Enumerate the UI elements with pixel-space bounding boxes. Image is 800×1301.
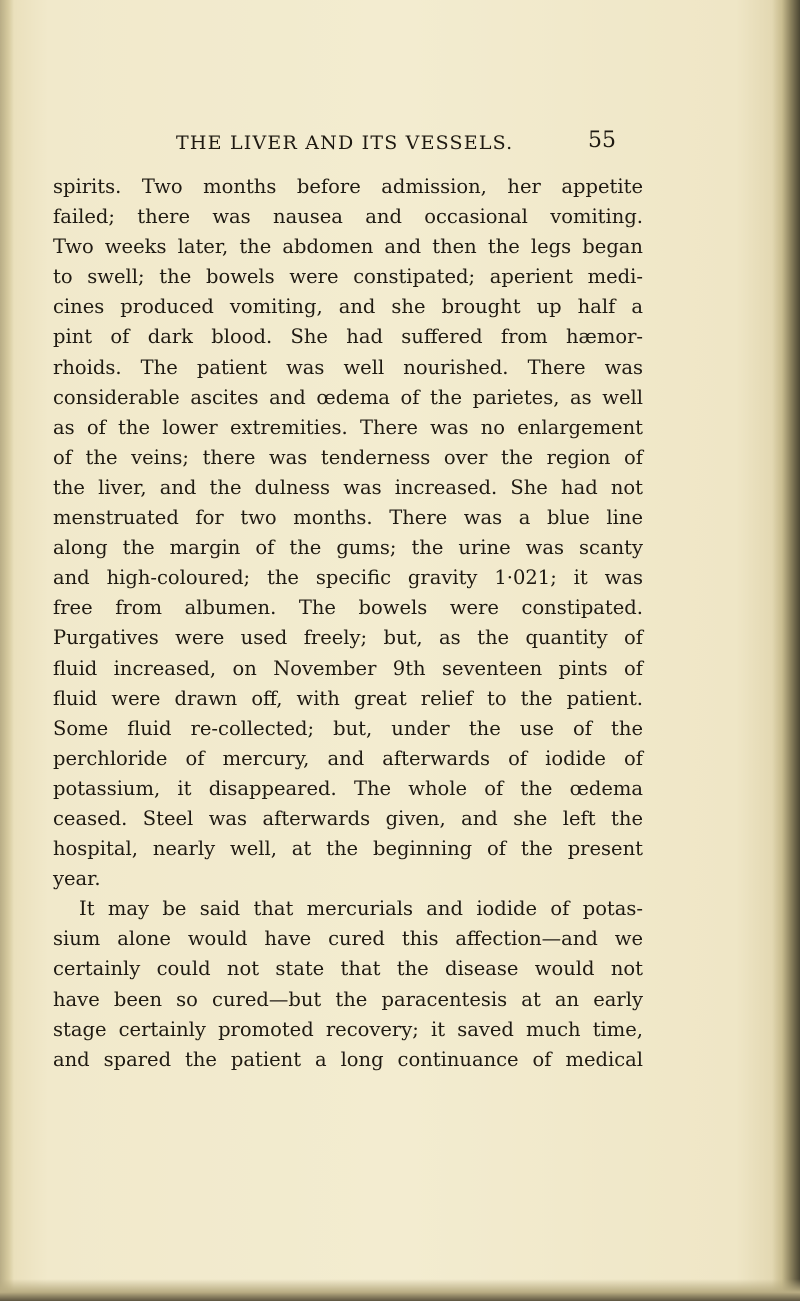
text-line: Some fluid re-collected; but, under the use of the (53, 716, 643, 740)
text-line: cines produced vomiting, and she brought up half a (53, 295, 643, 319)
text-line: spirits. Two months before admission, her appetite (53, 175, 643, 198)
text-line: fluid were drawn off, with great relief to the patient. (53, 686, 643, 710)
text-line: and high-coloured; the specific gravity 1·021; it was (53, 566, 643, 590)
text-line: menstruated for two months. There was a blue line (53, 506, 643, 530)
running-head: THE LIVER AND ITS VESSELS. (176, 132, 514, 154)
text-line: along the margin of the gums; the urine was scanty (53, 536, 643, 560)
text-line: year. (53, 867, 101, 891)
text-line: free from albumen. The bowels were constipated. (53, 596, 643, 620)
page-binding-shadow-left (0, 0, 14, 1301)
text-line: stage certainly promoted recovery; it saved much time, (53, 1017, 643, 1041)
text-line: certainly could not state that the disease would not (53, 957, 643, 981)
text-line: ceased. Steel was afterwards given, and she left the (53, 806, 643, 830)
text-line: sium alone would have cured this affection—and we (53, 927, 643, 951)
text-line: have been so cured—but the paracentesis at an early (53, 987, 643, 1011)
text-line: considerable ascites and œdema of the parietes, as well (53, 385, 643, 409)
body-text (53, 172, 643, 1075)
text-line: hospital, nearly well, at the beginning of the present (53, 837, 643, 861)
text-line: to swell; the bowels were constipated; aperient medi- (53, 265, 643, 289)
text-line: potassium, it disappeared. The whole of the œdema (53, 776, 643, 800)
text-line: pint of dark blood. She had suffered from hæmor- (53, 325, 643, 349)
page-edge-bottom (0, 1279, 800, 1301)
text-line: failed; there was nausea and occasional vomiting. (53, 205, 643, 229)
text-line: perchloride of mercury, and afterwards of iodide of (53, 746, 643, 770)
text-line: It may be said that mercurials and iodide of potas- (79, 897, 643, 921)
text-line: rhoids. The patient was well nourished. There was (53, 355, 643, 379)
page-number: 55 (588, 128, 616, 153)
text-line: the liver, and the dulness was increased. She had not (53, 475, 643, 499)
text-line: and spared the patient a long continuance of medical (53, 1047, 643, 1071)
text-line: Purgatives were used freely; but, as the quantity of (53, 626, 643, 650)
text-line: as of the lower extremities. There was no enlargement (53, 415, 643, 439)
page-edge-right (772, 0, 800, 1301)
text-line: fluid increased, on November 9th seventeen pints of (53, 656, 643, 680)
text-line: Two weeks later, the abdomen and then the legs began (53, 235, 643, 259)
text-line: of the veins; there was tenderness over the region of (53, 445, 643, 469)
